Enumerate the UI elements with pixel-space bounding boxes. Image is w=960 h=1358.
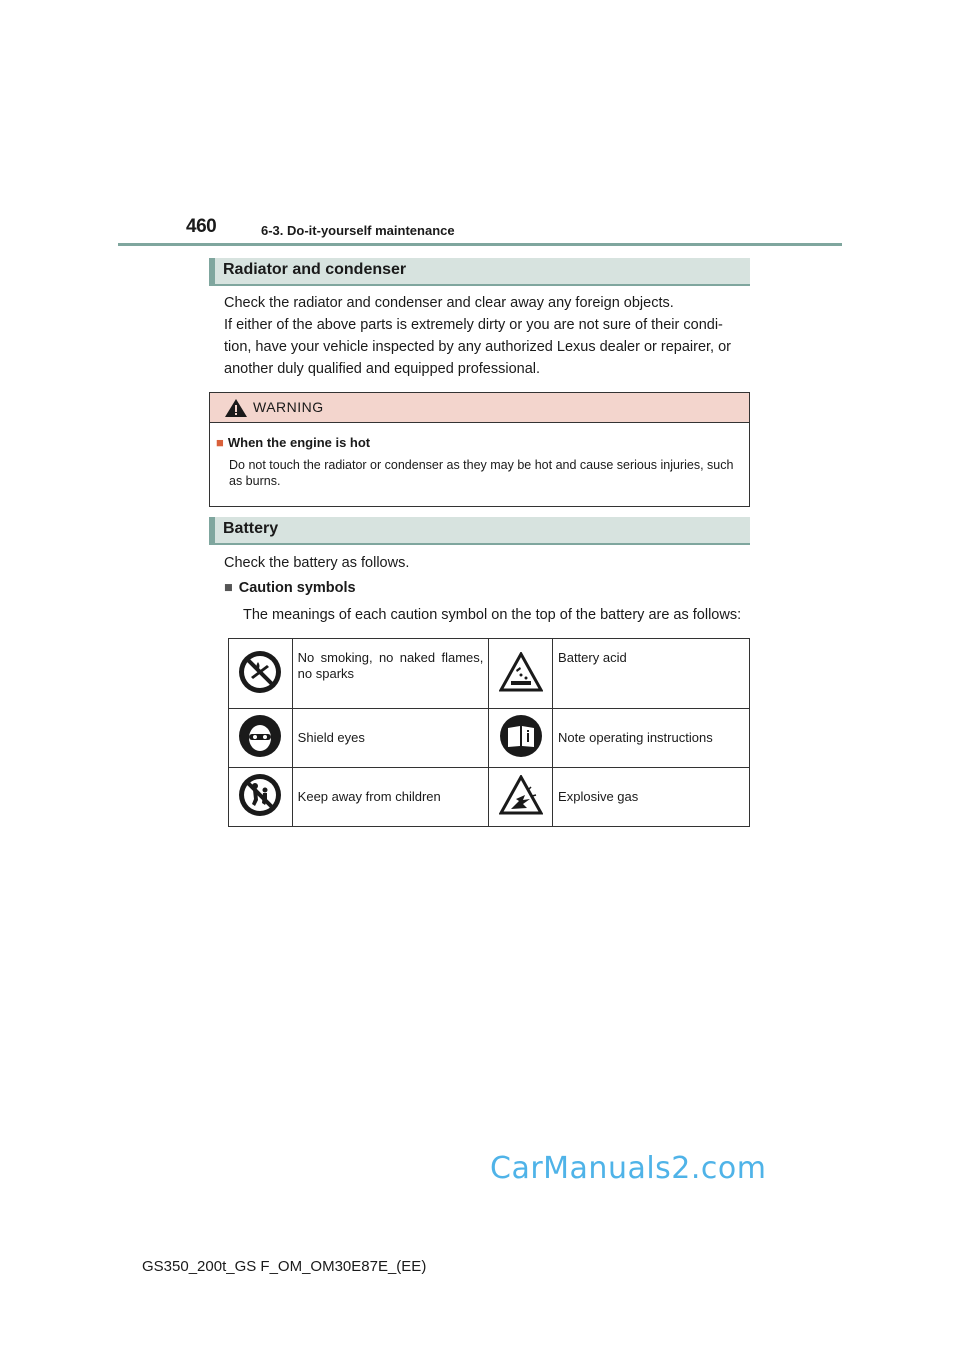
radiator-line-1: Check the radiator and condenser and clear away any foreign objects. bbox=[224, 295, 674, 311]
caution-symbols-heading bbox=[224, 580, 356, 596]
warning-triangle-icon bbox=[224, 398, 248, 418]
radiator-section-title: Radiator and condenser bbox=[223, 261, 407, 278]
watermark-logo: CarManuals2.com bbox=[490, 1151, 767, 1186]
radiator-section-bar bbox=[209, 258, 750, 286]
instruction-book-icon bbox=[499, 714, 543, 758]
battery-intro: Check the battery as follows. bbox=[224, 555, 410, 571]
symbol-text-cell: No smoking, no naked flames, no sparks bbox=[292, 639, 489, 709]
shield-eyes-icon bbox=[238, 714, 282, 758]
symbol-text-cell: Shield eyes bbox=[292, 709, 489, 768]
warning-title bbox=[216, 435, 370, 450]
battery-section-title: Battery bbox=[223, 520, 279, 537]
radiator-line-3: tion, have your vehicle inspected by any authorized Lexus dealer or repairer, or bbox=[224, 339, 731, 355]
bullet-square-icon: ■ bbox=[216, 435, 224, 450]
warning-title-text: When the engine is hot bbox=[227, 435, 371, 450]
header-rule bbox=[118, 243, 842, 246]
table-row bbox=[229, 768, 750, 827]
icon-cell bbox=[489, 709, 553, 768]
warning-box bbox=[209, 392, 750, 507]
battery-acid-icon bbox=[499, 652, 543, 692]
warning-header bbox=[210, 393, 749, 423]
bullet-square-icon: ■ bbox=[224, 580, 233, 596]
caution-symbols-description: The meanings of each caution symbol on the top of the battery are as follows: bbox=[243, 607, 742, 623]
icon-cell bbox=[229, 639, 293, 709]
footer-code: GS350_200t_GS F_OM_OM30E87E_(EE) bbox=[142, 1258, 427, 1275]
symbol-text-cell: Note operating instructions bbox=[553, 709, 750, 768]
keep-away-children-icon bbox=[238, 773, 282, 817]
caution-symbols-title: Caution symbols bbox=[238, 580, 356, 596]
table-row bbox=[229, 639, 750, 709]
page-number: 460 bbox=[186, 216, 217, 237]
symbol-text-cell: Battery acid bbox=[553, 639, 750, 709]
icon-cell bbox=[489, 639, 553, 709]
symbol-text-cell: Explosive gas bbox=[553, 768, 750, 827]
no-smoking-icon bbox=[238, 650, 282, 694]
table-row bbox=[229, 709, 750, 768]
warning-label: WARNING bbox=[253, 399, 324, 415]
radiator-body bbox=[224, 292, 748, 380]
caution-symbols-table bbox=[228, 638, 750, 827]
radiator-line-4: another duly qualified and equipped professional. bbox=[224, 361, 541, 377]
chapter-heading: 6-3. Do-it-yourself maintenance bbox=[261, 223, 455, 238]
battery-section-bar bbox=[209, 517, 750, 545]
icon-cell bbox=[229, 768, 293, 827]
symbol-text-cell: Keep away from children bbox=[292, 768, 489, 827]
warning-body: Do not touch the radiator or condenser as they may be hot and cause serious injuries, such as burns. bbox=[229, 458, 734, 488]
radiator-line-2: If either of the above parts is extremely dirty or you are not sure of their condi- bbox=[224, 317, 723, 333]
icon-cell bbox=[489, 768, 553, 827]
explosive-gas-icon bbox=[499, 775, 543, 815]
icon-cell bbox=[229, 709, 293, 768]
